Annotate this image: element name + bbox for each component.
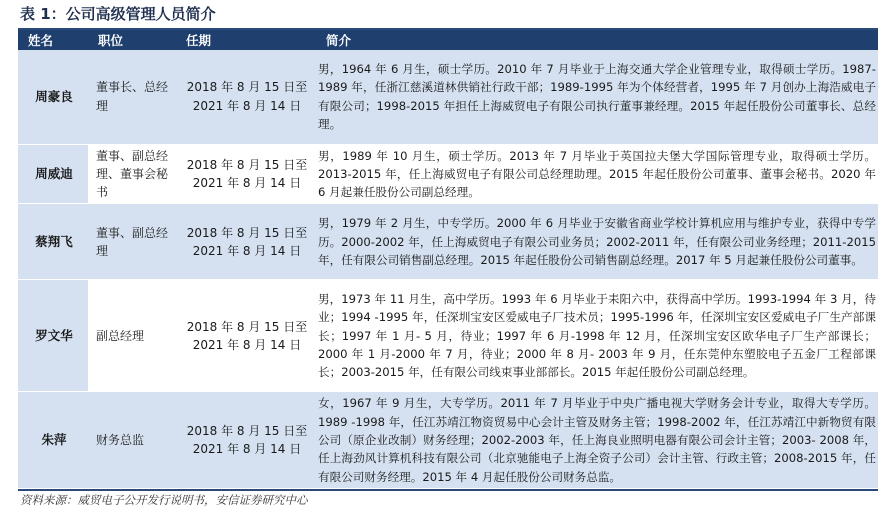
term-start: 2018 年 8 月 15 日至 <box>186 80 308 95</box>
row-name: 周豪良 <box>18 50 88 144</box>
source-note: 资料来源：威贸电子公开发行说明书，安信证券研究中心 <box>20 492 308 507</box>
term-end: 2021 年 8 月 14 日 <box>192 337 302 352</box>
header-term: 任期 <box>176 30 316 50</box>
row-bio: 男，1964 年 6 月生，硕士学历。2010 年 7 月毕业于上海交通大学企业管理专业，取得硕士学历。1987-1989 年，任浙江慈溪道林供销社行政干部；1989-1995 年为个体经营者，1995 年 7 月创办上海浩威电子有限公司；1998-2015 年担任上海威贸电子有限公司执行董事兼经理。2015 年起任股份公司董事长、总经理。 <box>316 50 878 144</box>
row-position: 董事、副总经理、董事会秘书 <box>88 144 176 204</box>
header-bio: 简介 <box>316 30 878 50</box>
row-position: 董事、副总经理 <box>88 204 176 280</box>
table-row <box>18 144 878 204</box>
row-name: 蔡翔飞 <box>18 204 88 280</box>
row-name: 周威迪 <box>18 144 88 204</box>
row-name: 朱萍 <box>18 392 88 488</box>
table-header-row <box>18 30 878 50</box>
row-term <box>176 144 316 204</box>
term-end: 2021 年 8 月 14 日 <box>192 98 302 113</box>
term-end: 2021 年 8 月 14 日 <box>192 175 302 190</box>
table-row <box>18 392 878 488</box>
row-term <box>176 50 316 144</box>
row-bio: 女，1967 年 9 月生，大专学历。2011 年 7 月毕业于中央广播电视大学财务会计专业，取得大专学历。1989 -1998 年，任江苏靖江物资贸易中心会计主管及财务主管；1998-2002 年，任江苏靖江中新物贸有限公司（原企业改制）财务经理；2002-2003 年，任上海良业照明电器有限公司会计主管；2003- 2008 年，任上海劲风计算机科技有限公司（北京驰能电子上海全资子公司）会计主管、行政主管；2008-2015 年，任有限公司财务经理。2015 年 4 月起任股份公司财务总监。 <box>316 392 878 488</box>
header-position: 职位 <box>88 30 176 50</box>
term-start: 2018 年 8 月 15 日至 <box>186 319 308 334</box>
term-end: 2021 年 8 月 14 日 <box>192 243 302 258</box>
row-bio: 男，1979 年 2 月生，中专学历。2000 年 6 月毕业于安徽省商业学校计算机应用与维护专业，获得中专学历。2000-2002 年，任上海威贸电子有限公司业务员；2002-2011 年，任有限公司业务经理；2011-2015 年，任有限公司销售副总经理。2015 年起任股份公司销售副总经理。2017 年 5 月起兼任股份公司董事。 <box>316 204 878 280</box>
row-term <box>176 204 316 280</box>
executives-table <box>18 30 878 489</box>
table-row <box>18 280 878 392</box>
table-row <box>18 50 878 144</box>
row-position: 董事长、总经理 <box>88 50 176 144</box>
term-start: 2018 年 8 月 15 日至 <box>186 157 308 172</box>
row-term <box>176 280 316 392</box>
table-row <box>18 204 878 280</box>
term-start: 2018 年 8 月 15 日至 <box>186 423 308 438</box>
row-term <box>176 392 316 488</box>
row-position: 财务总监 <box>88 392 176 488</box>
term-start: 2018 年 8 月 15 日至 <box>186 225 308 240</box>
row-bio: 男，1989 年 10 月生，硕士学历。2013 年 7 月毕业于英国拉夫堡大学国际管理专业，取得硕士学历。2013-2015 年，任上海威贸电子有限公司总经理助理。2015 年起任股份公司董事、董事会秘书。2020 年 6 月起兼任股份公司副总经理。 <box>316 144 878 204</box>
row-name: 罗文华 <box>18 280 88 392</box>
row-bio: 男，1973 年 11 月生，高中学历。1993 年 6 月毕业于耒阳六中，获得高中学历。1993-1994 年 3 月，待业；1994 -1995 年，任深圳宝安区爱威电子厂技术员；1995-1996 年，任深圳宝安区爱威电子厂生产部课长；1997 年 1 月- 5 月，待业；1997 年 6 月-1998 年 12 月，任深圳宝安区欧华电子厂生产部课长；2000 年 1 月-2000 年 7 月，待业；2000 年 8 月- 2003 年 9 月，任东莞仲东塑胶电子五金厂工程部课长；2003-2015 年，任有限公司线束事业部部长。2015 年起任股份公司副总经理。 <box>316 280 878 392</box>
term-end: 2021 年 8 月 14 日 <box>192 442 302 457</box>
header-name: 姓名 <box>18 30 88 50</box>
row-position: 副总经理 <box>88 280 176 392</box>
table-title: 表 1：公司高级管理人员简介 <box>20 5 216 23</box>
